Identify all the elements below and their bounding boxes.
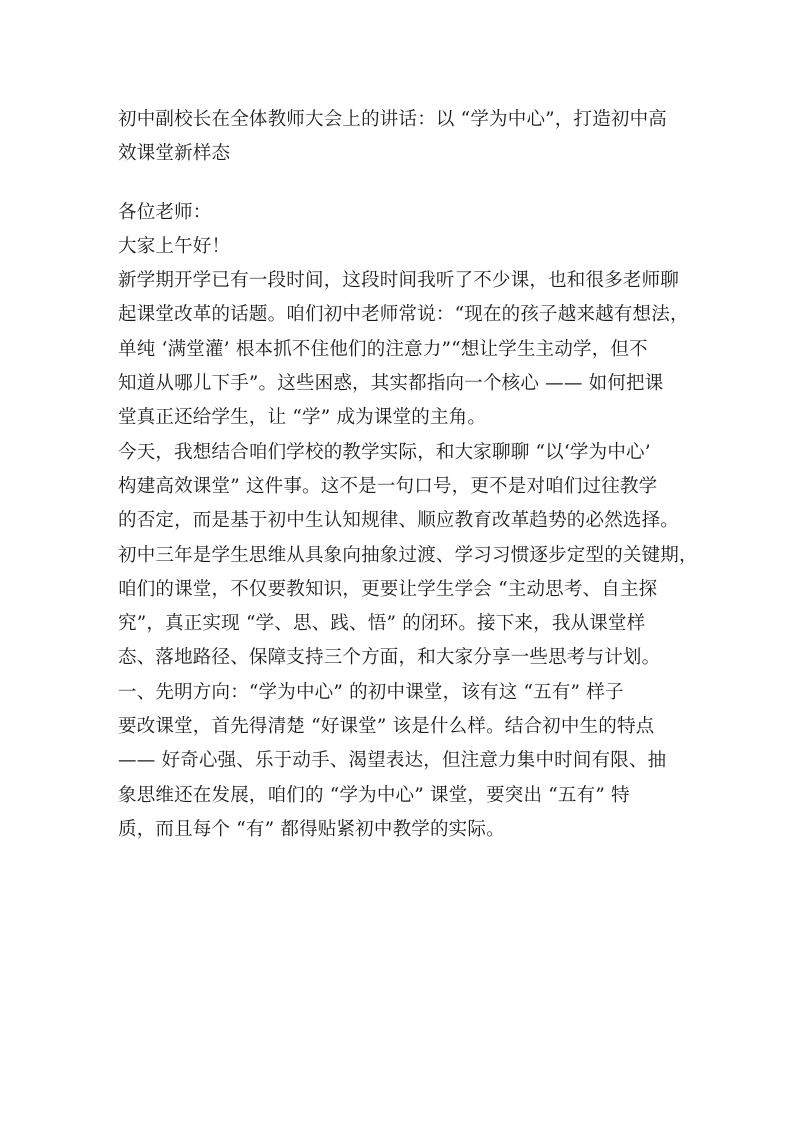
- body-line: 起课堂改革的话题。咱们初中老师常说：“现在的孩子越来越有想法，: [118, 304, 689, 326]
- body-line: 构建高效课堂” 这件事。这不是一句口号，更不是对咱们过往教学: [118, 475, 658, 497]
- body-line: 新学期开学已有一段时间，这段时间我听了不少课，也和很多老师聊: [118, 270, 680, 292]
- body-line: 单纯 ‘满堂灌’ 根本抓不住他们的注意力”“想让学生主动学，但不: [118, 338, 648, 360]
- body-line: 质，而且每个 “有” 都得贴紧初中教学的实际。: [118, 818, 505, 840]
- body-line: —— 好奇心强、乐于动手、渴望表达，但注意力集中时间有限、抽: [118, 750, 667, 772]
- body-line: 象思维还在发展，咱们的 “学为中心” 课堂，要突出 “五有” 特: [118, 784, 630, 806]
- title-spacer: [118, 172, 678, 196]
- body-line: 初中三年是学生思维从具象向抽象过渡、学习习惯逐步定型的关键期，: [118, 544, 698, 566]
- body-line: 咱们的课堂，不仅要教知识，更要让学生学会 “主动思考、自主探: [118, 578, 658, 600]
- body-line: 究”，真正实现 “学、思、践、悟” 的闭环。接下来，我从课堂样: [118, 613, 646, 635]
- body-line: 的否定，而是基于初中生认知规律、顺应教育改革趋势的必然选择。: [118, 510, 680, 532]
- salutation: 各位老师：: [118, 201, 212, 223]
- body-line: 要改课堂，首先得清楚 “好课堂” 该是什么样。结合初中生的特点: [118, 716, 655, 738]
- body-line: 今天，我想结合咱们学校的教学实际，和大家聊聊 “以‘学为中心’: [118, 441, 651, 463]
- section-heading-1: 一、先明方向：“学为中心” 的初中课堂，该有这 “五有” 样子: [118, 681, 624, 703]
- body-line: 知道从哪儿下手”。这些困惑，其实都指向一个核心 —— 如何把课: [118, 373, 664, 395]
- body-line: 态、落地路径、保障支持三个方面，和大家分享一些思考与计划。: [118, 647, 661, 669]
- document-title-line-1: 初中副校长在全体教师大会上的讲话：以 “学为中心”，打造初中高: [118, 109, 667, 130]
- greeting: 大家上午好！: [118, 235, 231, 257]
- document-title-line-2: 效课堂新样态: [118, 143, 231, 165]
- body-line: 堂真正还给学生，让 “学” 成为课堂的主角。: [118, 407, 487, 429]
- document-page: [118, 103, 698, 847]
